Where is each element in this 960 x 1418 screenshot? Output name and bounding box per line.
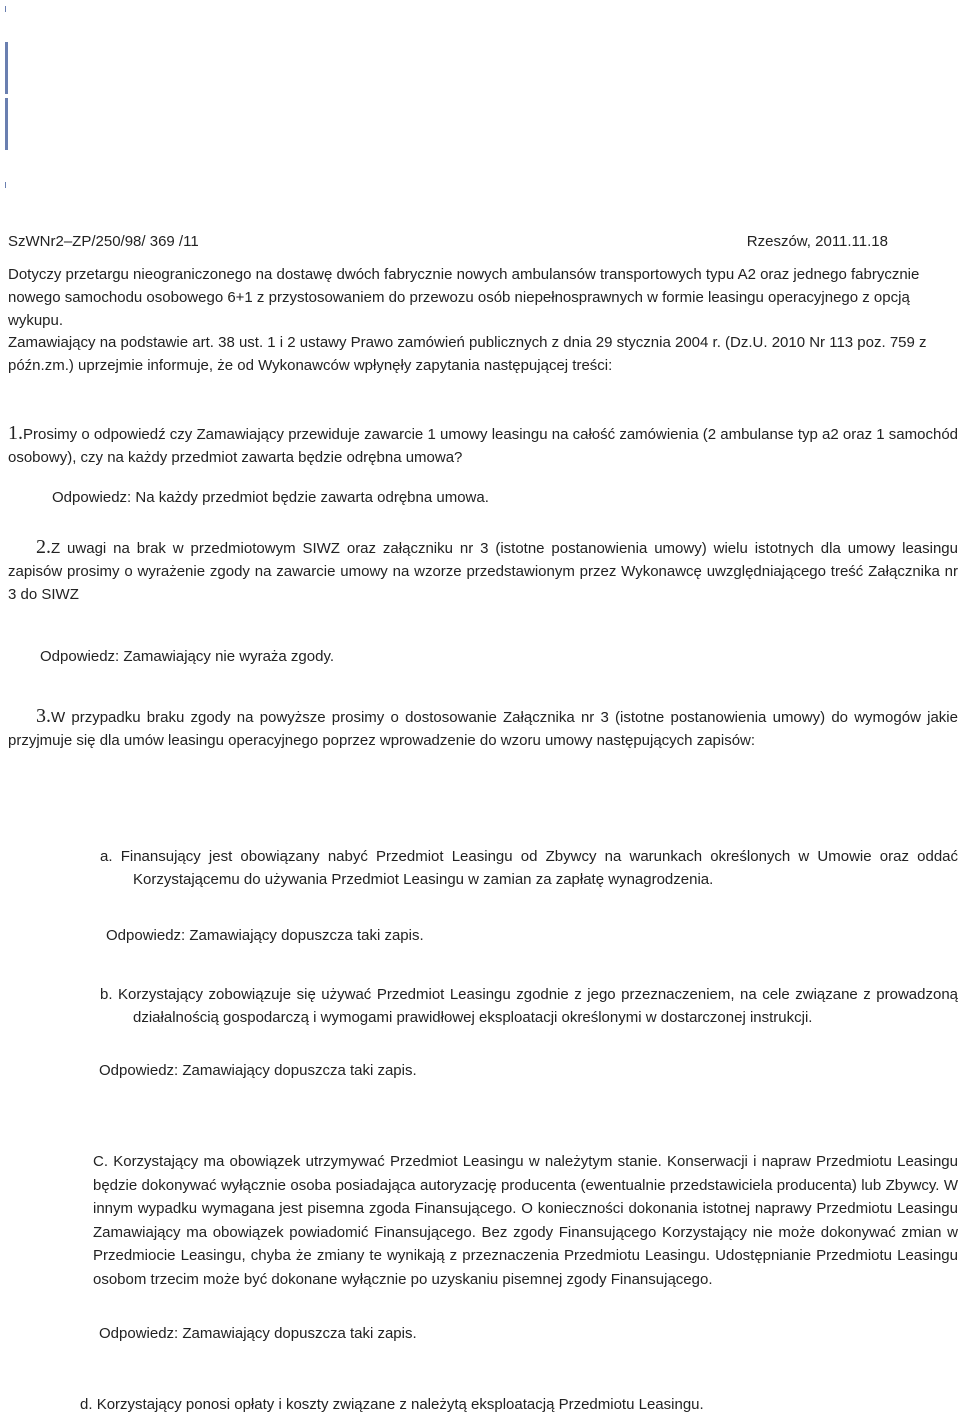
document-reference: SzWNr2–ZP/250/98/ 369 /11 [8, 233, 199, 250]
scan-mark [5, 42, 8, 94]
subitem-text: Korzystający zobowiązuje się używać Przedmiot Leasingu zgodnie z jego przeznaczeniem, na cele związane z prowadzoną działalnością gospodarczą i wymogami prawidłowej eksploatacji określonymi w dostarczonej instrukcji. [118, 986, 958, 1026]
subitem-text: Korzystający ponosi opłaty i koszty związane z należytą eksploatacją Przedmiotu Leasingu. [96, 1396, 704, 1413]
scan-mark [5, 182, 6, 188]
scan-artifacts [5, 0, 11, 200]
question-text: Z uwagi na brak w przedmiotowym SIWZ oraz załączniku nr 3 (istotne postanowienia umowy) wielu istotnych dla umowy leasingu zapisów prosimy o wyrażenie zgody na zawarcie umowy na wzorze przedstawionym przez Wykonawcę uwzględniającego treść Załącznika nr 3 do SIWZ [8, 540, 958, 603]
question-text: Prosimy o odpowiedź czy Zamawiający przewiduje zawarcie 1 umowy leasingu na całość zamówienia (2 ambulanse typ a2 oraz 1 samochód osobowy), czy na każdy przedmiot zawarta będzie odrębna umowa? [8, 426, 958, 466]
subitem-c [93, 1150, 958, 1292]
scan-mark [5, 98, 8, 150]
answer-c: Odpowiedz: Zamawiający dopuszcza taki zapis. [99, 1325, 417, 1342]
question-1 [8, 422, 958, 469]
subitem-a [100, 845, 958, 891]
document-date: Rzeszów, 2011.11.18 [746, 233, 888, 250]
question-text: W przypadku braku zgody na powyższe prosimy o dostosowanie Załącznika nr 3 (istotne postanowienia umowy) do wymogów jakie przyjmuje się dla umów leasingu operacyjnego poprzez wprowadzenie do wzoru umowy następujących zapisów: [8, 709, 958, 749]
question-3 [8, 705, 958, 752]
subitem-b [100, 983, 958, 1029]
subitem-text: Korzystający ma obowiązek utrzymywać Przedmiot Leasingu w należytym stanie. Konserwacji i napraw Przedmiotu Leasingu będzie dokonywać wyłącznie osoba posiadająca autoryzację producenta (ewentualnie przedstawiciela producenta) lub Zbywcy. W innym wypadku wymagana jest pisemna zgoda Finansującego. O konieczności dokonania istotnej naprawy Przedmiotu Leasingu Zamawiający ma obowiązek powiadomić Finansującego. Bez zgody Finansującego Korzystający nie może dokonywać zmian w Przedmiocie Leasingu, chyba że zmiany te wynikają z przeznaczenia Przedmiotu Leasingu. Udostępnianie Przedmiotu Leasingu osobom trzecim może być dokonane wyłącznie po uzyskaniu pisemnej zgody Finansującego. [93, 1153, 958, 1288]
intro-paragraph: Zamawiający na podstawie art. 38 ust. 1 i 2 ustawy Prawo zamówień publicznych z dnia 29 stycznia 2004 r. (Dz.U. 2010 Nr 113 poz. 759 z późn.zm.) uprzejmie informuje, że od Wykonawców wpłynęły zapytania następującej treści: [8, 334, 927, 374]
subitem-text: Finansujący jest obowiązany nabyć Przedmiot Leasingu od Zbywcy na warunkach określonych w Umowie oraz oddać Korzystającemu do używania Przedmiot Leasingu w zamian za zapłatę wynagrodzenia. [120, 848, 958, 888]
subitem-d [80, 1393, 950, 1416]
subitem-label: C. [93, 1153, 108, 1170]
question-number: 1. [8, 422, 23, 444]
subitem-label: a. [100, 848, 113, 865]
answer-2: Odpowiedz: Zamawiający nie wyraża zgody. [40, 648, 335, 665]
document-subject: Dotyczy przetargu nieograniczonego na dostawę dwóch fabrycznie nowych ambulansów transportowych typu A2 oraz jednego fabrycznie nowego samochodu osobowego 6+1 z przystosowaniem do przewozu osób niepełnosprawnych w formie leasingu operacyjnego z opcją wykupu. [8, 266, 920, 329]
question-number: 2. [36, 536, 51, 558]
answer-b: Odpowiedz: Zamawiający dopuszcza taki zapis. [99, 1062, 417, 1079]
question-2 [8, 536, 958, 606]
answer-a: Odpowiedz: Zamawiający dopuszcza taki zapis. [106, 927, 424, 944]
subitem-label: b. [100, 986, 113, 1003]
question-number: 3. [36, 705, 51, 727]
scan-mark [5, 6, 6, 12]
answer-1: Odpowiedz: Na każdy przedmiot będzie zawarta odrębna umowa. [52, 489, 489, 506]
subitem-label: d. [80, 1396, 93, 1413]
